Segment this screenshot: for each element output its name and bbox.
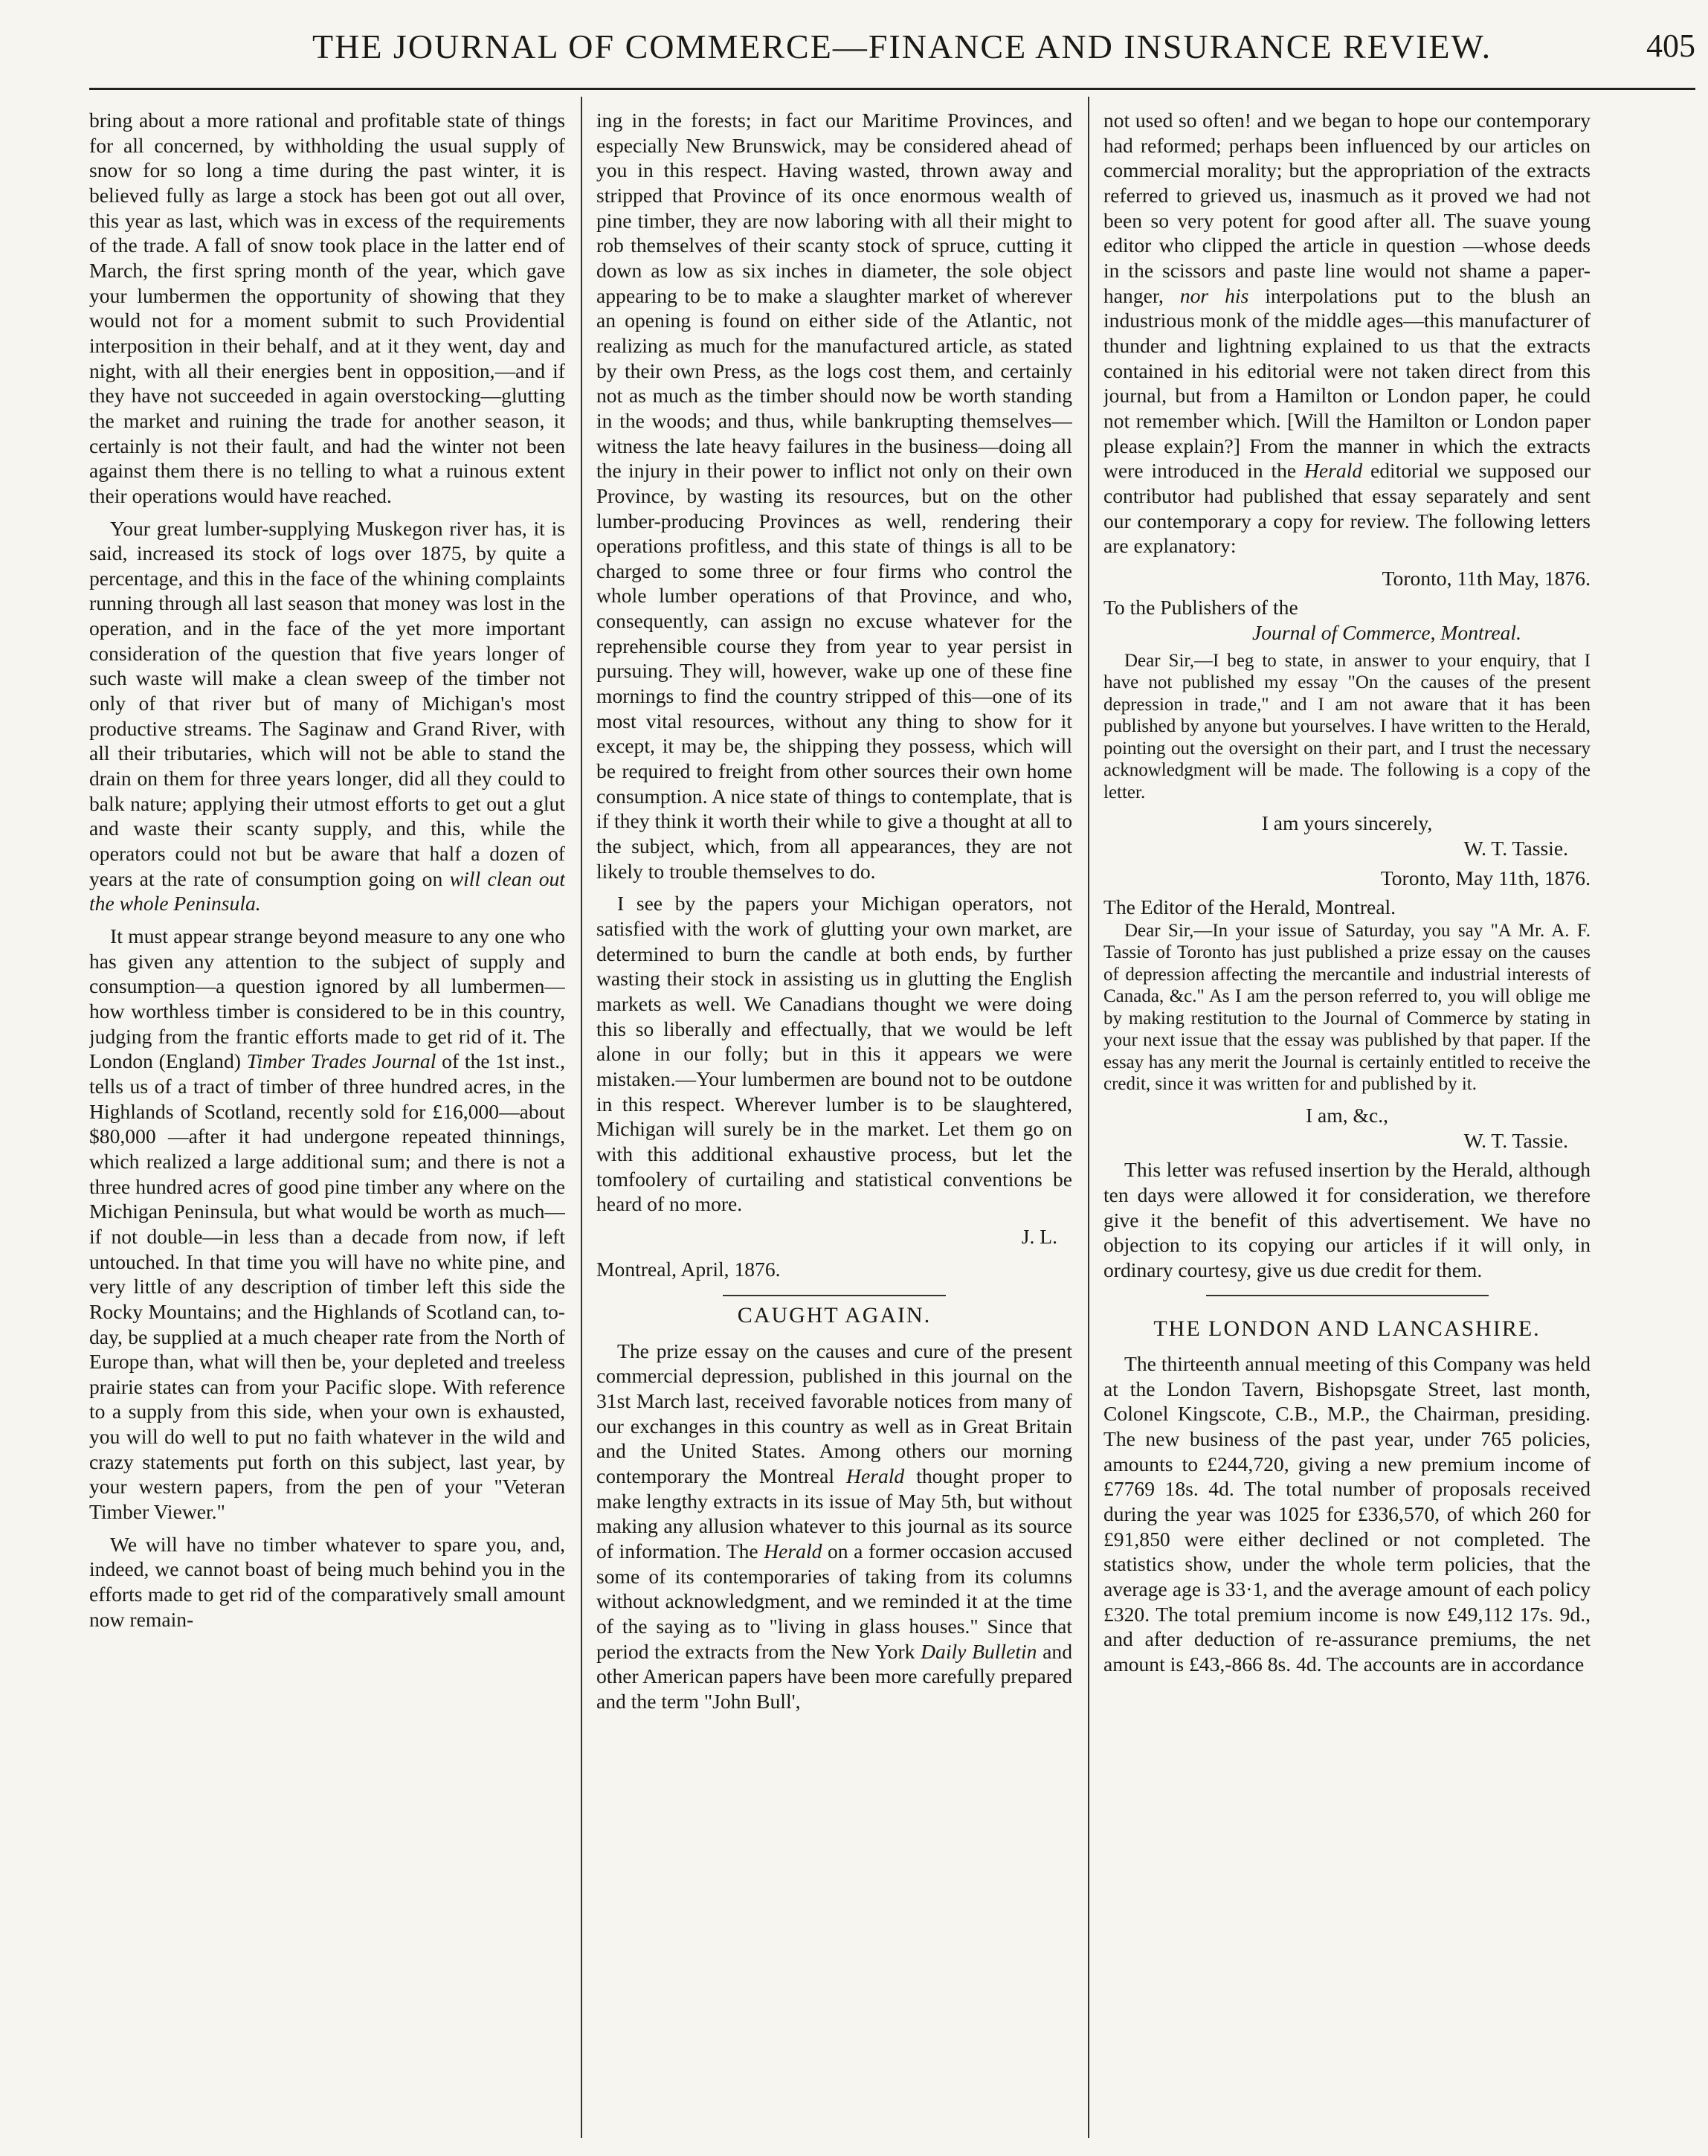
col3-p1-text-b: interpolations put to the blush an industrious monk of the middle ages—this manufacturer of thunder and lightning explained to us that the extracts contained in his editorial were not taken direct from this journal, but from a Hamilton or London paper, he could not remember which. [Will the Hamilton or London paper please explain?] From the manner in which the extracts were introduced in the [1103,283,1591,483]
col1-p3-text-a: It must appear strange beyond measure to any one who has given any attention to the subject of supply and consumption—a question ignored by all lumbermen—how worthless timber is considered to be in this country, judging from the frantic efforts made to get rid of it. The London (England) [89,924,565,1073]
letter2-date: Toronto, May 11th, 1876. [1380,866,1591,889]
column-3 [1103,108,1591,2131]
letter1-signature: W. T. Tassie. [1463,836,1568,860]
col3-p1-emphasis: nor his [1179,283,1249,307]
col2-p3-text-d: and other American papers have been more carefully prepared and the term "John Bull', [596,1639,1072,1713]
letter1-addressee: To the Publishers of the [1103,596,1298,620]
page-number: 405 [1646,28,1695,64]
col2-p3-emphasis-2: Herald [764,1539,822,1563]
col2-p3-emphasis-1: Herald [846,1464,905,1488]
col1-paragraph-4: We will have no timber whatever to spare you, and, indeed, we cannot boast of being much behind you in the efforts made to get rid of the comparatively small amount now remain- [89,1532,565,1631]
col1-p2-emphasis: will clean out the whole Peninsula. [89,866,565,916]
column-2 [596,108,1072,2131]
section-heading-london-lancashire: THE LONDON AND LANCASHIRE. [1153,1316,1541,1341]
col3-paragraph-3: The thirteenth annual meeting of this Company was held at the London Tavern, Bishopsgate Street, last month, Colonel Kingscote, C.B., M.P., the Chairman, presiding. The new business of the past year, under 765 policies, amounts to £244,720, giving a new premium income of £7769 18s. 4d. The total number of proposals received during the year was 1025 for £336,570, of which 260 for £91,850 were either declined or not completed. The statistics show, under the whole term policies, that the average age is 33·1, and the average amount of each policy £320. The total premium income is now £49,112 17s. 9d., and after deduction of re-assurance premiums, the net amount is £43,-866 8s. 4d. The accounts are in accordance [1103,1352,1591,1676]
col2-p3-emphasis-3: Daily Bulletin [921,1639,1037,1663]
col3-paragraph-1 [1103,108,1591,559]
col2-p3-text-a: The prize essay on the causes and cure of the present commercial depression, published in this journal on the 31st March last, received favorable notices from many of our exchanges in this country as well as in Great Britain and the United States. Among others our morning contemporary the Montreal [596,1339,1072,1488]
col3-p1-emphasis-2: Herald [1304,459,1363,483]
col2-signature: J. L. [1021,1224,1057,1248]
letter2-signature: W. T. Tassie. [1463,1128,1568,1152]
section-rule-2 [1206,1295,1489,1296]
letter2-addressee: The Editor of the Herald, Montreal. [1103,895,1396,919]
letter1-body: Dear Sir,—I beg to state, in answer to your enquiry, that I have not published my essay "On the causes of the present depression in trade," and I am not aware that it has been published by anyone but yourselves. I have written to the Herald, pointing out the oversight on their part, and I trust the necessary acknowledgment will be made. The following is a copy of the letter. [1103,650,1591,802]
col2-p3-text-b: thought proper to make lengthy extracts in its issue of May 5th, but without making any allusion whatever to this journal as its source of information. The [596,1464,1072,1563]
letter1-addressee-line2 [1103,620,1591,646]
col3-paragraph-2: This letter was refused insertion by the Herald, although ten days were allowed it for consideration, we therefore give it the benefit of this advertisement. We have no objection to its copying our articles if it will only, in ordinary courtesy, give us due credit for them. [1103,1158,1591,1281]
running-title: THE JOURNAL OF COMMERCE—FINANCE AND INSURANCE REVIEW. [312,28,1492,65]
col1-paragraph-3 [89,924,565,1525]
column-divider-1 [581,97,582,2138]
header-rule [89,88,1695,90]
letter1-date: Toronto, 11th May, 1876. [1382,566,1591,590]
col2-dateline: Montreal, April, 1876. [596,1257,781,1281]
col2-paragraph-1: ing in the forests; in fact our Maritime Provinces, and especially New Brunswick, may be considered ahead of you in this respect. Having wasted, thrown away and stripped that Province of its once enormous wealth of pine timber, they are now laboring with all their might to rob themselves of their scanty stock of spruce, cutting it down as low as six inches in diameter, the sole object appearing to be to make a slaughter market of wherever an opening is found on either side of the Atlantic, not realizing as much for the manufactured article, as stated by their own Press, as the logs cost them, and certainly not as much as the timber should now be worth standing in the woods; and thus, while bankrupting themselves—witness the late heavy failures in the business—doing all the injury in their power to inflict not only on their own Province, by wasting its resources, but on the other lumber-producing Provinces as well, rendering their operations profitless, and this state of things is all to be charged to some three or four firms who control the whole lumber operations of that Province, and who, consequently, can assign no excuse whatever for the reprehensible course they from year to year persist in pursuing. They will, however, wake up one of these fine mornings to find the country stripped of this—one of its most vital resources, without any thing to show for it except, it may be, the shipping they possess, which will be required to freight from other sources their own home consumption. A nice state of things to contemplate, that is if they think it worth their while to give a thought at all to the subject, which, from all appearances, they are not likely to trouble themselves to do. [596,109,1072,883]
col1-p3-text-b: of the 1st inst., tells us of a tract of timber of three hundred acres, in the Highlands of Scotland, recently sold for £16,000—about $80,000 —after it had undergone repeated thinnings, which realized a large additional sum; and there is not a three hundred acres of good pine timber any where on the Michigan Peninsula, but what would be worth as much—if not double—in less than a decade from now, if left untouched. In that time you will have no white pine, and very little of any description of timber left this side the Rocky Mountains; and the Highlands of Scotland can, to-day, be supplied at a much cheaper rate from the North of Europe than, what will then be, your depleted and treeless prairie states can from your Pacific slope. With reference to a supply from this side, when your own is exhausted, you will do well to put no faith whatever in the wild and crazy statements put forth on this subject, last year, by your western papers, from the pen of your "Veteran Timber Viewer." [89,1049,565,1524]
letter1-addressee-journal: Journal of Commerce, Montreal. [1252,621,1521,645]
col2-paragraph-3 [596,1339,1072,1714]
column-1 [89,108,565,2131]
col1-p2-text: Your great lumber-supplying Muskegon river has, it is said, increased its stock of logs over 1875, by quite a percentage, and this in the face of the whining complaints running through all last season that money was lost in the operation, and in the face of the yet more important consideration of the question that five years longer of such waste will make a clean sweep of the timber not only of that river but of many of Michigan's most productive streams. The Saginaw and Grand River, with all their tributaries, which will not be able to stand the drain on them for three years longer, did all they could to balk nature; applying their utmost efforts to get out a glut and waste their scanty supply, and this, while the operators could not but be aware that half a dozen of years at the rate of consumption going on [89,516,565,890]
col1-p3-emphasis: Timber Trades Journal [246,1049,436,1073]
col2-paragraph-2: I see by the papers your Michigan operators, not satisfied with the work of glutting your own market, are determined to burn the candle at both ends, by further wasting their stock in assisting us in glutting the English markets as well. We Canadians thought we were doing this so liberally and effectually, that we would be left alone in our folly; but in this it appears we were mistaken.—Your lumbermen are bound not to be outdone in this respect. Wherever lumber is to be slaughtered, Michigan will surely be in the market. Let them go on with this additional exhaustive process, but let the tomfoolery of curtailing and statistical conventions be heard of no more. [596,892,1072,1216]
letter2-body: Dear Sir,—In your issue of Saturday, you say "A Mr. A. F. Tassie of Toronto has just published a prize essay on the causes of depression affecting the mercantile and industrial interests of Canada, &c." As I am the person referred to, you will oblige me by making restitution to the Journal of Commerce by stating in your next issue that the essay was published by that paper. If the essay has any merit the Journal is certainly entitled to receive the credit, since it was written for and published by it. [1103,920,1591,1095]
col3-p1-text-a: not used so often! and we began to hope our contemporary had reformed; perhaps been influenced by our articles on commercial morality; but the appropriation of the extracts referred to grieved us, inasmuch as it proved we had not been so very potent for good after all. The suave young editor who clipped the article in question —whose deeds in the scissors and paste line would not shame a paper-hanger, [1103,109,1591,307]
section-heading-caught-again: CAUGHT AGAIN. [737,1303,932,1328]
section-rule-1 [723,1295,946,1296]
page-header [89,21,1695,65]
col1-paragraph-2 [89,516,565,917]
col3-p1-text-c: editorial we supposed our contributor had published that essay separately and sent our contemporary a copy for review. The following letters are explanatory: [1103,459,1591,558]
letter1-closing: I am yours sincerely, [1261,811,1433,835]
col1-paragraph-1: bring about a more rational and profitable state of things for all concerned, by withholding the usual supply of snow for so long a time during the past winter, it is believed fully as large a stock has been got out all over, this year as last, which was in excess of the requirements of the trade. A fall of snow took place in the latter end of March, the first spring month of the year, which gave your lumbermen the opportunity of showing that they would not for a moment submit to such Providential interposition in their behalf, and at it they went, day and night, with all their energies bent in opposition,—and if they have not succeeded in again overstocking—glutting the market and ruining the trade for another season, it certainly is not their fault, and had the winter not been against them there is no telling to what a ruinous extent their operations would have reached. [89,109,565,507]
column-divider-2 [1088,97,1089,2138]
col2-p3-text-c: on a former occasion accused some of its contemporaries of taking from its columns without acknowledgment, and we reminded it at the time of the saying as to "living in glass houses." Since that period the extracts from the New York [596,1539,1072,1663]
letter2-closing: I am, &c., [1305,1103,1389,1127]
